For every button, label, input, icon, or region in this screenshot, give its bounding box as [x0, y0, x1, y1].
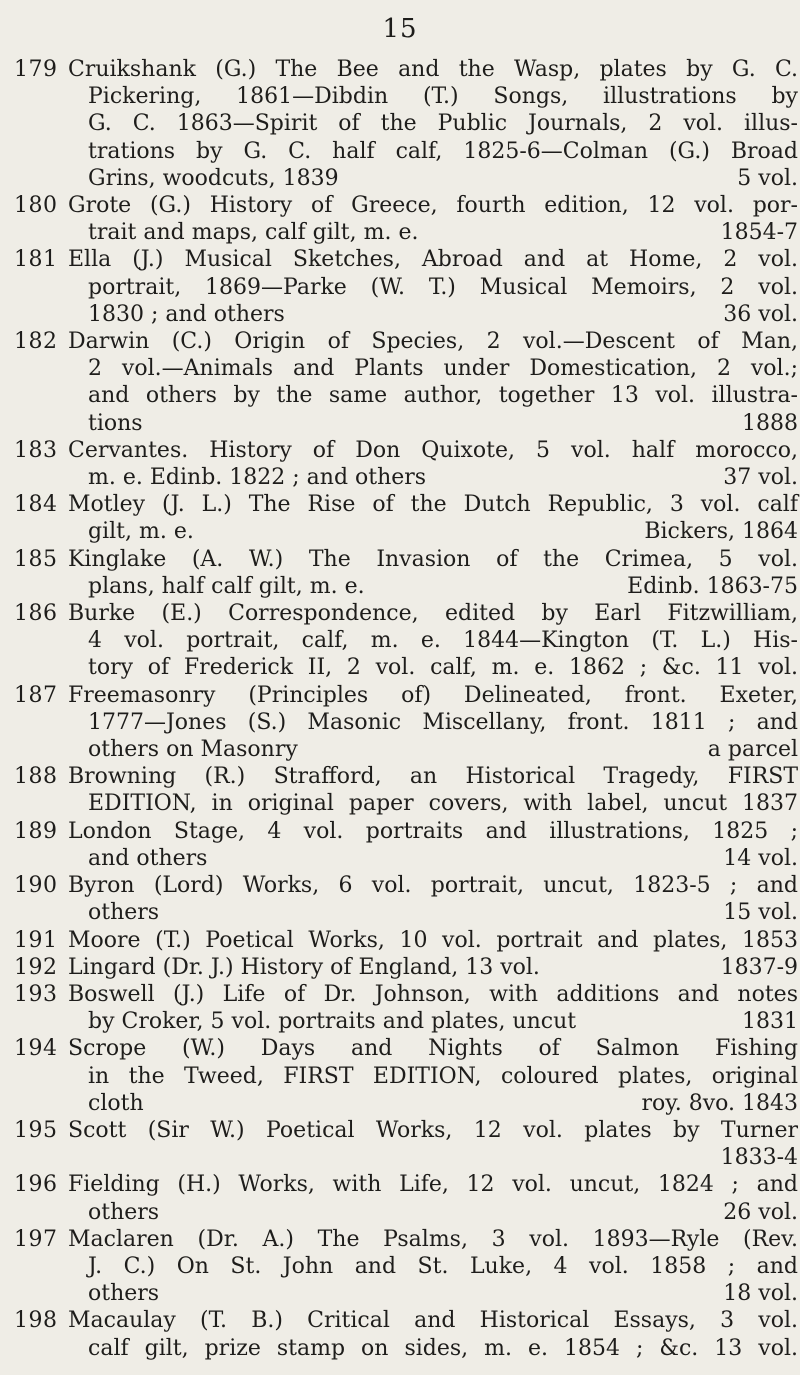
line-text: Scrope (W.) Days and Nights of Salmon Fishing — [68, 1036, 798, 1062]
line-trailing-value: 1854-7 — [720, 220, 798, 246]
description-line — [68, 1280, 798, 1307]
lot-entry — [14, 872, 798, 926]
lot-description — [68, 954, 798, 981]
line-text: London Stage, 4 vol. portraits and illustrations, 1825 ; — [68, 818, 798, 844]
line-trailing-value: Bickers, 1864 — [644, 519, 798, 545]
lot-entry — [14, 56, 798, 192]
line-text: Motley (J. L.) The Rise of the Dutch Republic, 3 vol. calf — [68, 492, 798, 518]
lot-entry — [14, 954, 798, 981]
description-line — [68, 1035, 798, 1062]
line-text: Lingard (Dr. J.) History of England, 13 vol. — [68, 954, 540, 980]
line-text: tory of Frederick II, 2 vol. calf, m. e. 1862 ; &c. 11 vol. — [88, 655, 798, 681]
line-text: Grins, woodcuts, 1839 — [88, 165, 339, 191]
line-text: Browning (R.) Strafford, an Historical Tragedy, FIRST — [68, 764, 798, 790]
line-text: Boswell (J.) Life of Dr. Johnson, with additions and notes — [68, 981, 798, 1007]
description-line — [68, 981, 798, 1008]
line-text: and others — [88, 845, 208, 871]
description-line — [68, 138, 798, 165]
lot-number: 187 — [14, 682, 58, 708]
lot-number: 194 — [14, 1036, 58, 1062]
lot-number: 195 — [14, 1117, 58, 1143]
line-trailing-value: 1837-9 — [720, 954, 798, 980]
lot-description — [68, 818, 798, 872]
description-line — [68, 518, 798, 545]
lot-number: 183 — [14, 437, 58, 463]
lot-description — [68, 56, 798, 192]
line-text: plans, half calf gilt, m. e. — [88, 573, 365, 599]
line-text: others on Masonry — [88, 737, 298, 763]
description-line — [68, 301, 798, 328]
lot-number: 196 — [14, 1172, 58, 1198]
line-text: tions — [88, 410, 143, 436]
description-line — [68, 899, 798, 926]
lot-entry — [14, 1117, 798, 1171]
lot-entry — [14, 927, 798, 954]
lot-number: 191 — [14, 927, 58, 953]
lot-description — [68, 246, 798, 328]
lot-number: 184 — [14, 492, 58, 518]
description-line — [68, 491, 798, 518]
description-line — [68, 1144, 798, 1171]
description-line — [68, 382, 798, 409]
line-trailing-value: roy. 8vo. 1843 — [641, 1090, 798, 1116]
line-text: cloth — [88, 1090, 144, 1116]
description-line — [68, 682, 798, 709]
lot-description — [68, 1226, 798, 1308]
description-line — [68, 355, 798, 382]
line-trailing-value: 18 vol. — [723, 1281, 798, 1307]
line-text: Scott (Sir W.) Poetical Works, 12 vol. plates by Turner — [68, 1117, 798, 1143]
description-line — [68, 927, 798, 954]
description-line — [68, 763, 798, 790]
lot-description — [68, 491, 798, 545]
lot-entry — [14, 682, 798, 764]
lot-entry — [14, 546, 798, 600]
description-line — [68, 246, 798, 273]
line-text: gilt, m. e. — [88, 519, 194, 545]
catalogue-list — [14, 56, 798, 1362]
line-trailing-value: 36 vol. — [723, 301, 798, 327]
line-text: in the Tweed, FIRST EDITION, coloured plates, original — [88, 1063, 798, 1089]
lot-entry — [14, 763, 798, 817]
lot-number: 189 — [14, 818, 58, 844]
lot-description — [68, 682, 798, 764]
description-line — [68, 328, 798, 355]
description-line — [68, 1171, 798, 1198]
line-text: Maclaren (Dr. A.) The Psalms, 3 vol. 1893—Ryle (Rev. — [68, 1226, 798, 1252]
line-text: m. e. Edinb. 1822 ; and others — [88, 465, 427, 491]
lot-description — [68, 437, 798, 491]
description-line — [68, 56, 798, 83]
lot-description — [68, 1035, 798, 1117]
description-line — [68, 573, 798, 600]
line-trailing-value: 1833-4 — [720, 1145, 798, 1171]
description-line — [68, 1335, 798, 1362]
description-line — [68, 627, 798, 654]
line-text: portrait, 1869—Parke (W. T.) Musical Memoirs, 2 vol. — [88, 274, 798, 300]
description-line — [68, 546, 798, 573]
line-trailing-value: 14 vol. — [723, 845, 798, 871]
description-line — [68, 1226, 798, 1253]
lot-entry — [14, 1307, 798, 1361]
line-trailing-value: 37 vol. — [723, 465, 798, 491]
line-text: others — [88, 1281, 160, 1307]
description-line — [68, 1117, 798, 1144]
lot-description — [68, 192, 798, 246]
line-text: Freemasonry (Principles of) Delineated, front. Exeter, — [68, 682, 798, 708]
lot-entry — [14, 818, 798, 872]
description-line — [68, 464, 798, 491]
line-text: Fielding (H.) Works, with Life, 12 vol. uncut, 1824 ; and — [68, 1172, 798, 1198]
line-text: G. C. 1863—Spirit of the Public Journals, 2 vol. illus- — [88, 111, 798, 137]
line-text: Kinglake (A. W.) The Invasion of the Crimea, 5 vol. — [68, 546, 798, 572]
line-text: others — [88, 900, 160, 926]
line-trailing-value: 1888 — [742, 410, 798, 436]
lot-description — [68, 927, 798, 954]
line-trailing-value: Edinb. 1863-75 — [627, 573, 798, 599]
lot-number: 193 — [14, 981, 58, 1007]
line-text: others — [88, 1199, 160, 1225]
lot-description — [68, 872, 798, 926]
lot-entry — [14, 437, 798, 491]
lot-entry — [14, 1171, 798, 1225]
description-line — [68, 1253, 798, 1280]
lot-entry — [14, 192, 798, 246]
lot-number: 185 — [14, 546, 58, 572]
description-line — [68, 83, 798, 110]
lot-number: 180 — [14, 193, 58, 219]
line-text: Macaulay (T. B.) Critical and Historical Essays, 3 vol. — [68, 1308, 798, 1334]
line-text: trait and maps, calf gilt, m. e. — [88, 220, 419, 246]
lot-number: 198 — [14, 1308, 58, 1334]
line-text: Moore (T.) Poetical Works, 10 vol. portrait and plates, 1853 — [68, 927, 798, 953]
line-trailing-value: 26 vol. — [723, 1199, 798, 1225]
line-text: Cruikshank (G.) The Bee and the Wasp, plates by G. C. — [68, 57, 798, 82]
lot-description — [68, 763, 798, 817]
description-line — [68, 219, 798, 246]
line-text: by Croker, 5 vol. portraits and plates, uncut — [88, 1009, 577, 1035]
lot-description — [68, 600, 798, 682]
lot-entry — [14, 328, 798, 437]
lot-description — [68, 328, 798, 437]
description-line — [68, 410, 798, 437]
line-text: Cervantes. History of Don Quixote, 5 vol. half morocco, — [68, 437, 798, 463]
lot-entry — [14, 1035, 798, 1117]
description-line — [68, 736, 798, 763]
description-line — [68, 1090, 798, 1117]
lot-number: 197 — [14, 1226, 58, 1252]
line-text: J. C.) On St. John and St. Luke, 4 vol. 1858 ; and — [88, 1253, 798, 1279]
description-line — [68, 845, 798, 872]
lot-number: 190 — [14, 873, 58, 899]
description-line — [68, 600, 798, 627]
line-text: Byron (Lord) Works, 6 vol. portrait, uncut, 1823-5 ; and — [68, 873, 798, 899]
line-text: 1830 ; and others — [88, 301, 285, 327]
lot-number: 192 — [14, 954, 58, 980]
description-line — [68, 1008, 798, 1035]
line-text: calf gilt, prize stamp on sides, m. e. 1854 ; &c. 13 vol. — [88, 1335, 798, 1361]
description-line — [68, 872, 798, 899]
description-line — [68, 274, 798, 301]
line-text: Grote (G.) History of Greece, fourth edition, 12 vol. por- — [68, 193, 798, 219]
lot-description — [68, 546, 798, 600]
lot-number: 188 — [14, 764, 58, 790]
line-text: trations by G. C. half calf, 1825-6—Colman (G.) Broad — [88, 138, 798, 164]
page-number: 15 — [382, 14, 418, 44]
lot-description — [68, 1171, 798, 1225]
line-text: 4 vol. portrait, calf, m. e. 1844—Kington (T. L.) His- — [88, 628, 798, 654]
description-line — [68, 1063, 798, 1090]
lot-number: 179 — [14, 57, 58, 82]
lot-number: 182 — [14, 329, 58, 355]
line-text: Pickering, 1861—Dibdin (T.) Songs, illustrations by — [88, 84, 798, 110]
line-trailing-value: a parcel — [707, 737, 798, 763]
line-text: and others by the same author, together 13 vol. illustra- — [88, 383, 798, 409]
description-line — [68, 1199, 798, 1226]
lot-number: 181 — [14, 247, 58, 273]
description-line — [68, 192, 798, 219]
description-line — [68, 790, 798, 817]
lot-entry — [14, 981, 798, 1035]
line-text: Darwin (C.) Origin of Species, 2 vol.—Descent of Man, — [68, 329, 798, 355]
line-trailing-value: 5 vol. — [737, 165, 798, 191]
description-line — [68, 110, 798, 137]
description-line — [68, 709, 798, 736]
line-text: 2 vol.—Animals and Plants under Domestication, 2 vol.; — [88, 356, 798, 382]
lot-number: 186 — [14, 601, 58, 627]
description-line — [68, 954, 798, 981]
lot-description — [68, 1307, 798, 1361]
lot-description — [68, 1117, 798, 1171]
line-text: 1777—Jones (S.) Masonic Miscellany, front. 1811 ; and — [88, 709, 798, 735]
lot-entry — [14, 246, 798, 328]
description-line — [68, 818, 798, 845]
description-line — [68, 654, 798, 681]
description-line — [68, 165, 798, 192]
lot-description — [68, 981, 798, 1035]
line-text: Burke (E.) Correspondence, edited by Earl Fitzwilliam, — [68, 601, 798, 627]
lot-entry — [14, 491, 798, 545]
line-text: Ella (J.) Musical Sketches, Abroad and at Home, 2 vol. — [68, 247, 798, 273]
description-line — [68, 1307, 798, 1334]
line-trailing-value: 1831 — [742, 1009, 798, 1035]
lot-entry — [14, 1226, 798, 1308]
line-text: EDITION, in original paper covers, with label, uncut 1837 — [88, 791, 798, 817]
lot-entry — [14, 600, 798, 682]
line-trailing-value: 15 vol. — [723, 900, 798, 926]
description-line — [68, 437, 798, 464]
